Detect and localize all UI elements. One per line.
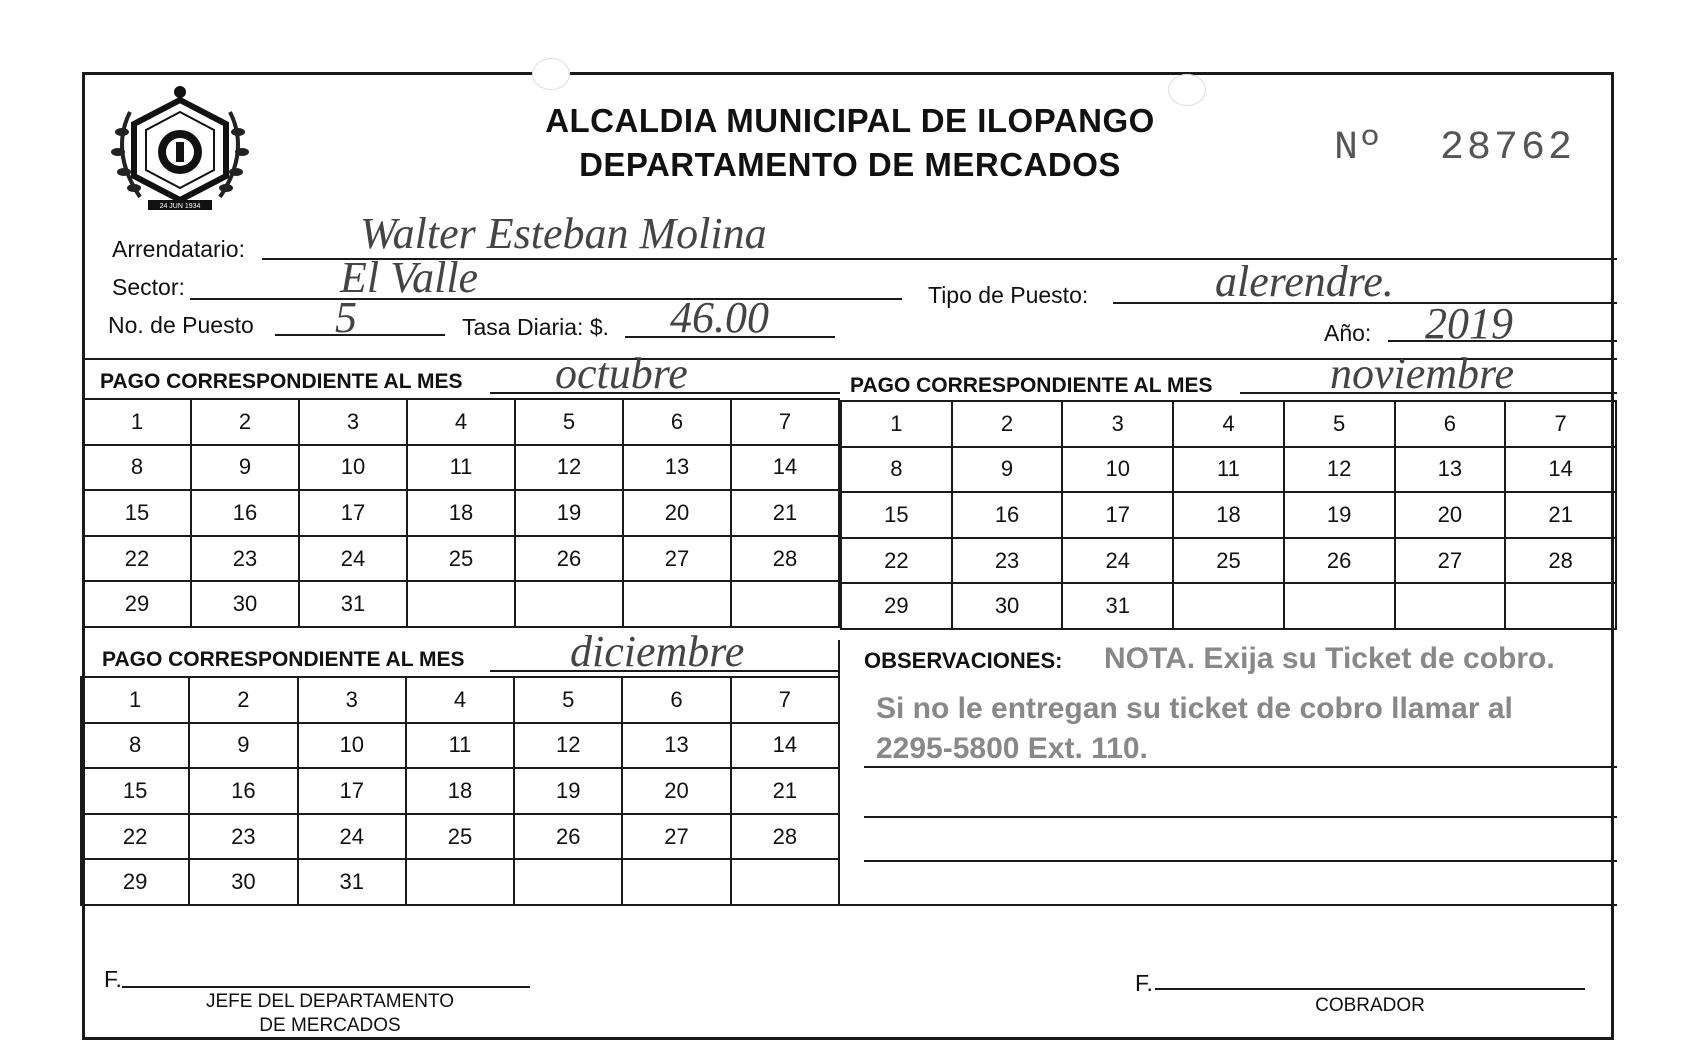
calendar-week-row: [81, 814, 839, 860]
day-cell[interactable]: 24: [298, 814, 406, 860]
nota-line-1: NOTA. Exija su Ticket de cobro.: [1104, 642, 1555, 675]
arrendatario-value[interactable]: Walter Esteban Molina: [360, 209, 767, 258]
day-cell[interactable]: 28: [1505, 538, 1616, 584]
day-cell[interactable]: 13: [622, 723, 730, 769]
nota-line-2: Si no le entregan su ticket de cobro llamar al: [876, 692, 1513, 725]
calendar-week-row: [83, 490, 839, 536]
day-cell[interactable]: 2: [191, 399, 299, 445]
day-cell[interactable]: 28: [731, 814, 839, 860]
calendar-week-row: [841, 583, 1616, 629]
day-cell[interactable]: 11: [407, 445, 515, 491]
calendar-week-row: [81, 859, 839, 905]
day-cell[interactable]: 3: [298, 677, 406, 723]
day-cell[interactable]: 30: [952, 583, 1063, 629]
day-cell[interactable]: 8: [83, 445, 191, 491]
arrendatario-label: Arrendatario:: [112, 236, 245, 262]
day-cell[interactable]: 20: [622, 768, 730, 814]
month-label-octubre: PAGO CORRESPONDIENTE AL MES: [100, 370, 463, 393]
calendar-week-row: [83, 399, 839, 445]
calendar-week-row: [841, 492, 1616, 538]
day-cell[interactable]: 27: [1395, 538, 1506, 584]
day-cell[interactable]: 31: [299, 581, 407, 627]
day-cell[interactable]: 31: [298, 859, 406, 905]
month-value-diciembre[interactable]: diciembre: [570, 627, 745, 676]
municipal-seal: [100, 82, 260, 222]
tipo-puesto-label: Tipo de Puesto:: [928, 282, 1089, 308]
day-cell[interactable]: 23: [189, 814, 297, 860]
day-cell[interactable]: 26: [1284, 538, 1395, 584]
day-cell[interactable]: 22: [83, 536, 191, 582]
day-cell[interactable]: 16: [189, 768, 297, 814]
day-cell[interactable]: 7: [731, 399, 839, 445]
day-cell[interactable]: 21: [1505, 492, 1616, 538]
day-cell[interactable]: 23: [191, 536, 299, 582]
day-cell[interactable]: 20: [623, 490, 731, 536]
day-cell[interactable]: 17: [299, 490, 407, 536]
sector-line: [190, 298, 902, 300]
folio-number: 28762: [1440, 126, 1576, 171]
tasa-diaria-value[interactable]: 46.00: [670, 293, 769, 342]
signature-label-jefe: JEFE DEL DEPARTAMENTO DE MERCADOS: [205, 991, 455, 1036]
day-cell[interactable]: 5: [514, 677, 622, 723]
sector-value[interactable]: El Valle: [340, 253, 479, 302]
day-cell[interactable]: 7: [1505, 401, 1616, 447]
day-cell[interactable]: 30: [189, 859, 297, 905]
day-cell[interactable]: 18: [406, 768, 514, 814]
day-cell[interactable]: 8: [841, 447, 952, 493]
day-cell[interactable]: 14: [731, 445, 839, 491]
day-cell[interactable]: 3: [299, 399, 407, 445]
day-cell[interactable]: 21: [731, 768, 839, 814]
tasa-diaria-label: Tasa Diaria: $.: [462, 314, 610, 340]
day-cell[interactable]: 10: [299, 445, 407, 491]
day-cell[interactable]: 24: [299, 536, 407, 582]
day-cell[interactable]: 7: [731, 677, 839, 723]
month-label-diciembre: PAGO CORRESPONDIENTE AL MES: [102, 648, 465, 671]
anio-value[interactable]: 2019: [1425, 299, 1513, 348]
calendar-week-row: [841, 401, 1616, 447]
day-cell[interactable]: 12: [514, 723, 622, 769]
observaciones-divider: [838, 640, 840, 904]
day-cell[interactable]: 12: [1284, 447, 1395, 493]
calendar-week-row: [841, 447, 1616, 493]
day-cell[interactable]: [515, 581, 623, 627]
day-cell[interactable]: 19: [515, 490, 623, 536]
day-cell[interactable]: 2: [952, 401, 1063, 447]
day-cell[interactable]: 9: [189, 723, 297, 769]
day-cell[interactable]: 15: [81, 768, 189, 814]
day-cell[interactable]: 31: [1062, 583, 1173, 629]
signature-line-cobrador[interactable]: [1155, 988, 1585, 990]
folio-number-label: Nº: [1334, 126, 1383, 171]
day-cell[interactable]: 27: [623, 536, 731, 582]
signature-prefix-left: F.: [104, 966, 122, 992]
day-cell[interactable]: [623, 581, 731, 627]
calendar-week-row: [81, 768, 839, 814]
day-cell[interactable]: [406, 859, 514, 905]
day-cell[interactable]: 30: [191, 581, 299, 627]
calendar-week-row: [83, 536, 839, 582]
day-cell[interactable]: 25: [1173, 538, 1284, 584]
seal-text: 24 JUN 1934: [159, 203, 201, 210]
day-cell[interactable]: 29: [841, 583, 952, 629]
day-cell[interactable]: 15: [83, 490, 191, 536]
signature-prefix-right: F.: [1135, 970, 1153, 996]
day-cell[interactable]: 15: [841, 492, 952, 538]
month-label-noviembre: PAGO CORRESPONDIENTE AL MES: [850, 374, 1213, 397]
calendar-week-row: [83, 581, 839, 627]
day-cell[interactable]: 11: [1173, 447, 1284, 493]
day-cell[interactable]: 23: [952, 538, 1063, 584]
day-cell[interactable]: 6: [623, 399, 731, 445]
observaciones-label: OBSERVACIONES:: [864, 648, 1063, 673]
day-cell[interactable]: 17: [1062, 492, 1173, 538]
day-cell[interactable]: 1: [81, 677, 189, 723]
observaciones-line: [864, 816, 1617, 818]
day-cell[interactable]: 6: [622, 677, 730, 723]
day-cell[interactable]: 4: [407, 399, 515, 445]
day-cell[interactable]: [1284, 583, 1395, 629]
day-cell[interactable]: 9: [952, 447, 1063, 493]
calendar-week-row: [81, 723, 839, 769]
day-cell[interactable]: 4: [406, 677, 514, 723]
calendar-week-row: [83, 445, 839, 491]
day-cell[interactable]: 11: [406, 723, 514, 769]
header-subtitle: DEPARTAMENTO DE MERCADOS: [579, 146, 1121, 183]
day-cell[interactable]: 9: [191, 445, 299, 491]
observaciones-line: [864, 766, 1617, 768]
day-cell[interactable]: [407, 581, 515, 627]
signature-line-left[interactable]: [122, 986, 530, 988]
day-cell[interactable]: 3: [1062, 401, 1173, 447]
day-cell[interactable]: 14: [731, 723, 839, 769]
day-cell[interactable]: 4: [1173, 401, 1284, 447]
day-cell[interactable]: 29: [81, 859, 189, 905]
day-cell[interactable]: 14: [1505, 447, 1616, 493]
day-cell[interactable]: 12: [515, 445, 623, 491]
month-value-octubre[interactable]: octubre: [555, 349, 688, 398]
day-cell[interactable]: 20: [1395, 492, 1506, 538]
day-cell[interactable]: 13: [1395, 447, 1506, 493]
day-cell[interactable]: 10: [298, 723, 406, 769]
sector-label: Sector:: [112, 274, 185, 300]
footer-divider: [82, 904, 1617, 906]
numero-puesto-value[interactable]: 5: [335, 293, 357, 342]
day-cell[interactable]: 10: [1062, 447, 1173, 493]
day-cell[interactable]: [1505, 583, 1616, 629]
day-cell[interactable]: 8: [81, 723, 189, 769]
day-cell[interactable]: 16: [952, 492, 1063, 538]
tipo-puesto-value[interactable]: alerendre.: [1215, 257, 1394, 306]
day-cell[interactable]: 13: [623, 445, 731, 491]
calendar-octubre: [82, 398, 840, 628]
nota-line-3: 2295-5800 Ext. 110.: [876, 732, 1148, 765]
day-cell[interactable]: [622, 859, 730, 905]
day-cell[interactable]: 19: [514, 768, 622, 814]
day-cell[interactable]: 25: [406, 814, 514, 860]
calendar-diciembre: [80, 676, 840, 906]
day-cell[interactable]: 18: [407, 490, 515, 536]
calendar-noviembre: [840, 400, 1617, 630]
day-cell[interactable]: 27: [622, 814, 730, 860]
day-cell[interactable]: 26: [514, 814, 622, 860]
day-cell[interactable]: 18: [1173, 492, 1284, 538]
day-cell[interactable]: [731, 859, 839, 905]
day-cell[interactable]: 29: [83, 581, 191, 627]
calendar-week-row: [841, 538, 1616, 584]
numero-puesto-line: [275, 334, 445, 336]
day-cell[interactable]: 16: [191, 490, 299, 536]
signature-label-cobrador: COBRADOR: [1315, 995, 1425, 1016]
day-cell[interactable]: 25: [407, 536, 515, 582]
day-cell[interactable]: 28: [731, 536, 839, 582]
day-cell[interactable]: 21: [731, 490, 839, 536]
numero-puesto-label: No. de Puesto: [108, 312, 254, 338]
day-cell[interactable]: 26: [515, 536, 623, 582]
day-cell[interactable]: 19: [1284, 492, 1395, 538]
calendar-week-row: [81, 677, 839, 723]
day-cell[interactable]: [1395, 583, 1506, 629]
day-cell[interactable]: 17: [298, 768, 406, 814]
header-title: ALCALDIA MUNICIPAL DE ILOPANGO: [545, 102, 1155, 139]
day-cell[interactable]: [1173, 583, 1284, 629]
day-cell[interactable]: 2: [189, 677, 297, 723]
day-cell[interactable]: 6: [1395, 401, 1506, 447]
month-value-noviembre[interactable]: noviembre: [1330, 349, 1515, 398]
day-cell[interactable]: 5: [515, 399, 623, 445]
day-cell[interactable]: [731, 581, 839, 627]
day-cell[interactable]: [514, 859, 622, 905]
day-cell[interactable]: 24: [1062, 538, 1173, 584]
observaciones-line: [864, 860, 1617, 862]
anio-label: Año:: [1324, 320, 1372, 346]
day-cell[interactable]: 22: [81, 814, 189, 860]
day-cell[interactable]: 5: [1284, 401, 1395, 447]
day-cell[interactable]: 1: [83, 399, 191, 445]
day-cell[interactable]: 22: [841, 538, 952, 584]
punch-hole: [532, 58, 570, 90]
day-cell[interactable]: 1: [841, 401, 952, 447]
